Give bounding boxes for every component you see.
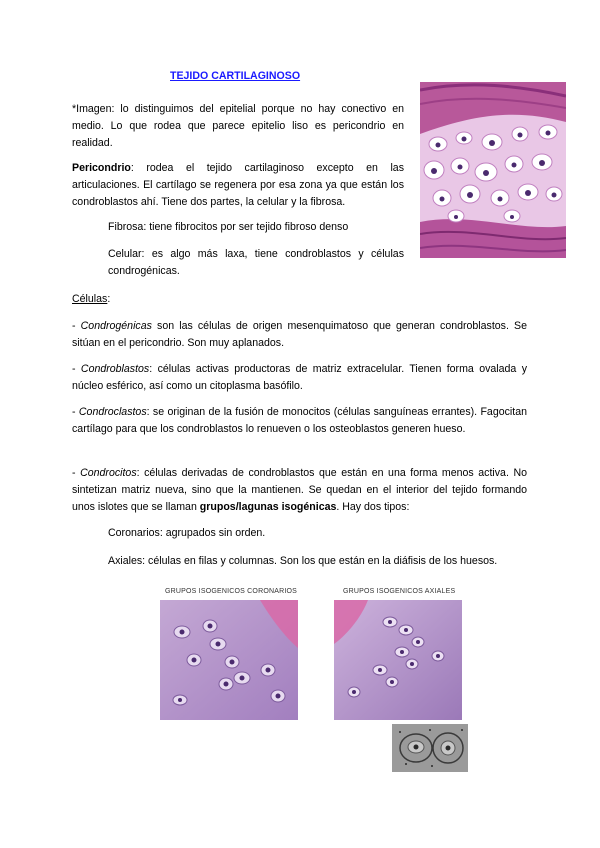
axiales-histology-image bbox=[334, 600, 462, 720]
electron-micrograph-inset bbox=[392, 724, 468, 772]
item-term: Condroblastos bbox=[80, 363, 150, 375]
caption-coronarios: GRUPOS ISOGENICOS CORONARIOS bbox=[165, 588, 298, 595]
item-dash: - bbox=[72, 320, 81, 332]
item-term: Condroclastos bbox=[78, 406, 147, 418]
celulas-heading-text: Células bbox=[72, 293, 108, 305]
item-text: : se originan de la fusión de monocitos (células sanguíneas errantes). Fagocitan cartílago para que los condroblastos lo renueven o los osteoblastos generen hueso. bbox=[72, 406, 527, 435]
celulas-heading-colon: : bbox=[107, 293, 111, 305]
item-term: Condrocitos bbox=[80, 467, 137, 479]
condrocitos-paragraph bbox=[72, 465, 527, 516]
coronarios-histology-image bbox=[160, 600, 298, 720]
intro-paragraph: *Imagen: lo distinguimos del epitelial porque no hay conectivo en medio. Lo que rodea que parece epitelio liso es pericondrio en realidad. bbox=[72, 103, 404, 149]
item-text: : células derivadas de condroblastos que están en una forma menos activa. No sintetizan matriz nueva, sino que la mantienen. Se quedan en el interior del tejido formando unos islotes que se llaman bbox=[72, 467, 527, 513]
item-text: son las células de origen mesenquimatoso que generan condroblastos. Se sitúan en el pericondrio. Son muy aplanados. bbox=[72, 320, 527, 349]
page-title: TEJIDO CARTILAGINOSO bbox=[170, 70, 301, 82]
item-dash: - bbox=[72, 363, 81, 375]
item-bold-term: grupos/lagunas isogénicas bbox=[199, 501, 337, 513]
item-text-end: . Hay dos tipos: bbox=[336, 501, 410, 513]
caption-axiales: GRUPOS ISOGENICOS AXIALES bbox=[343, 588, 456, 595]
axiales-paragraph: Axiales: células en filas y columnas. Son los que están en la diáfisis de los huesos. bbox=[108, 555, 498, 567]
cartilage-histology-image bbox=[420, 82, 566, 258]
item-term: Condrogénicas bbox=[80, 320, 152, 332]
pericondrio-paragraph bbox=[72, 160, 404, 211]
item-dash: - bbox=[72, 467, 81, 479]
list-item bbox=[72, 318, 527, 352]
pericondrio-term: Pericondrio bbox=[72, 162, 131, 174]
list-item bbox=[72, 404, 527, 438]
item-text: : células activas productoras de matriz extracelular. Tienen forma ovalada y núcleo esférico, así como un citoplasma basófilo. bbox=[72, 363, 527, 392]
celular-paragraph: Celular: es algo más laxa, tiene condroblastos y células condrogénicas. bbox=[108, 248, 404, 277]
item-dash: - bbox=[72, 406, 79, 418]
coronarios-paragraph: Coronarios: agrupados sin orden. bbox=[108, 527, 266, 539]
pericondrio-text: : rodea el tejido cartilaginoso excepto en las articulaciones. El cartílago se regenera por esa zona ya que están los condroblastos ahí. Tiene dos partes, la celular y la fibrosa. bbox=[72, 162, 404, 208]
fibrosa-paragraph: Fibrosa: tiene fibrocitos por ser tejido fibroso denso bbox=[108, 221, 349, 233]
celulas-heading bbox=[72, 291, 110, 308]
list-item bbox=[72, 361, 527, 395]
